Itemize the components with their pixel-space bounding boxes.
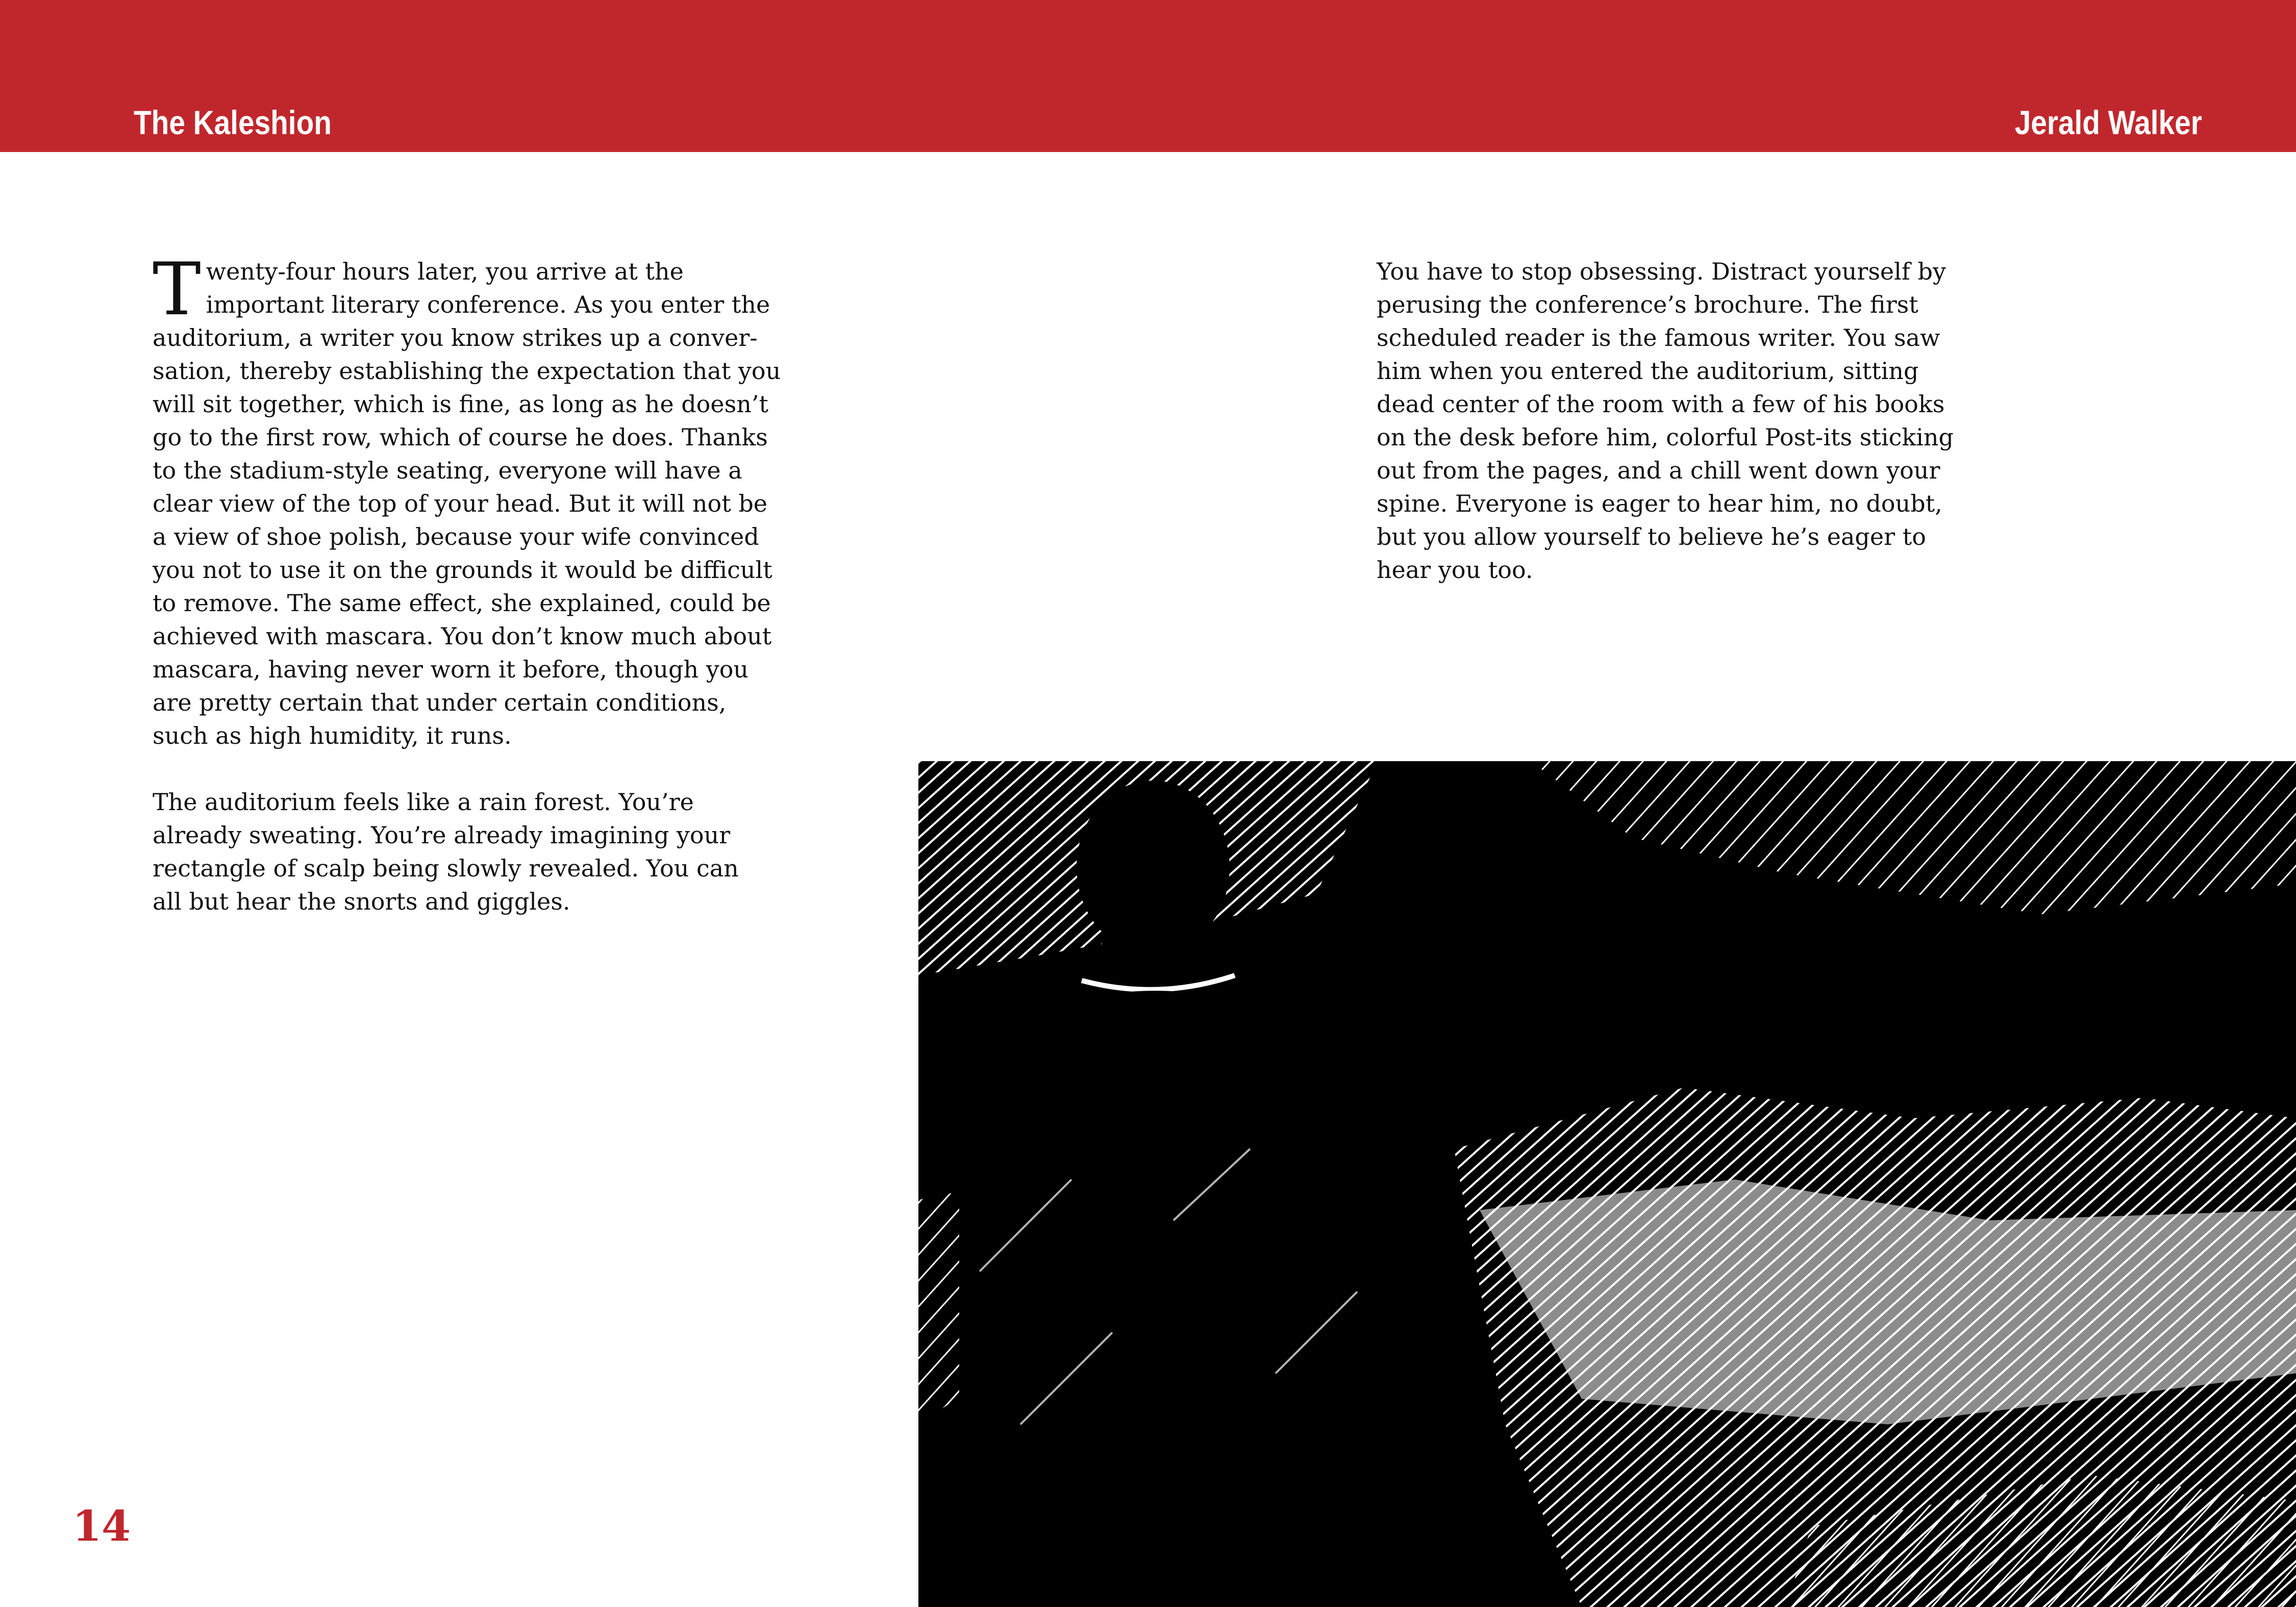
text-line: out from the pages, and a chill went down your: [1377, 457, 1940, 484]
text-line: such as high humidity, it runs.: [153, 722, 512, 749]
text-line: rectangle of scalp being slowly revealed. You can: [153, 855, 739, 882]
text-line: a view of shoe polish, because your wife convinced: [153, 523, 759, 550]
text-line: sation, thereby establishing the expectation that you: [153, 357, 781, 385]
left-column: [153, 247, 781, 918]
text-line: wenty-four hours later, you arrive at the: [206, 258, 684, 285]
text-line: but you allow yourself to believe he’s eager to: [1377, 523, 1926, 550]
text-line: The auditorium feels like a rain forest. You’re: [153, 788, 694, 816]
text-line: spine. Everyone is eager to hear him, no doubt,: [1377, 490, 1942, 517]
text-line: you not to use it on the grounds it would be difficult: [153, 556, 772, 584]
paragraph-2: [153, 786, 765, 918]
text-line: already sweating. You’re already imagining your: [153, 821, 731, 849]
drop-cap: T: [153, 247, 201, 332]
text-line: will sit together, which is fine, as long as he doesn’t: [153, 390, 768, 418]
text-line: on the desk before him, colorful Post-its sticking: [1377, 423, 1954, 451]
paragraph-1: [153, 247, 781, 752]
paragraph-3: [1377, 255, 1999, 587]
page-number: 14: [72, 1502, 131, 1551]
text-line: go to the first row, which of course he does. Thanks: [153, 423, 768, 451]
text-line: scheduled reader is the famous writer. You saw: [1377, 324, 1940, 351]
text-line: mascara, having never worn it before, though you: [153, 656, 749, 683]
text-line: achieved with mascara. You don’t know much about: [153, 622, 772, 650]
text-line: dead center of the room with a few of his books: [1377, 390, 1945, 418]
text-line: important literary conference. As you enter the: [206, 291, 770, 318]
auditorium-photo: [918, 761, 2296, 1607]
right-column: [1377, 255, 1999, 587]
text-line: You have to stop obsessing. Distract yourself by: [1377, 258, 1946, 285]
text-line: auditorium, a writer you know strikes up a conver-: [153, 324, 758, 351]
running-author: Jerald Walker: [2014, 104, 2202, 141]
text-line: to the stadium-style seating, everyone will have a: [153, 457, 742, 484]
text-line: hear you too.: [1377, 556, 1533, 584]
text-line: perusing the conference’s brochure. The first: [1377, 291, 1918, 318]
running-title: The Kaleshion: [134, 104, 332, 141]
text-line: all but hear the snorts and giggles.: [153, 888, 570, 915]
text-line: are pretty certain that under certain conditions,: [153, 689, 727, 716]
text-line: to remove. The same effect, she explained, could be: [153, 589, 771, 617]
header-bar: [0, 0, 2296, 152]
text-line: clear view of the top of your head. But it will not be: [153, 490, 768, 517]
text-line: him when you entered the auditorium, sitting: [1377, 357, 1919, 385]
